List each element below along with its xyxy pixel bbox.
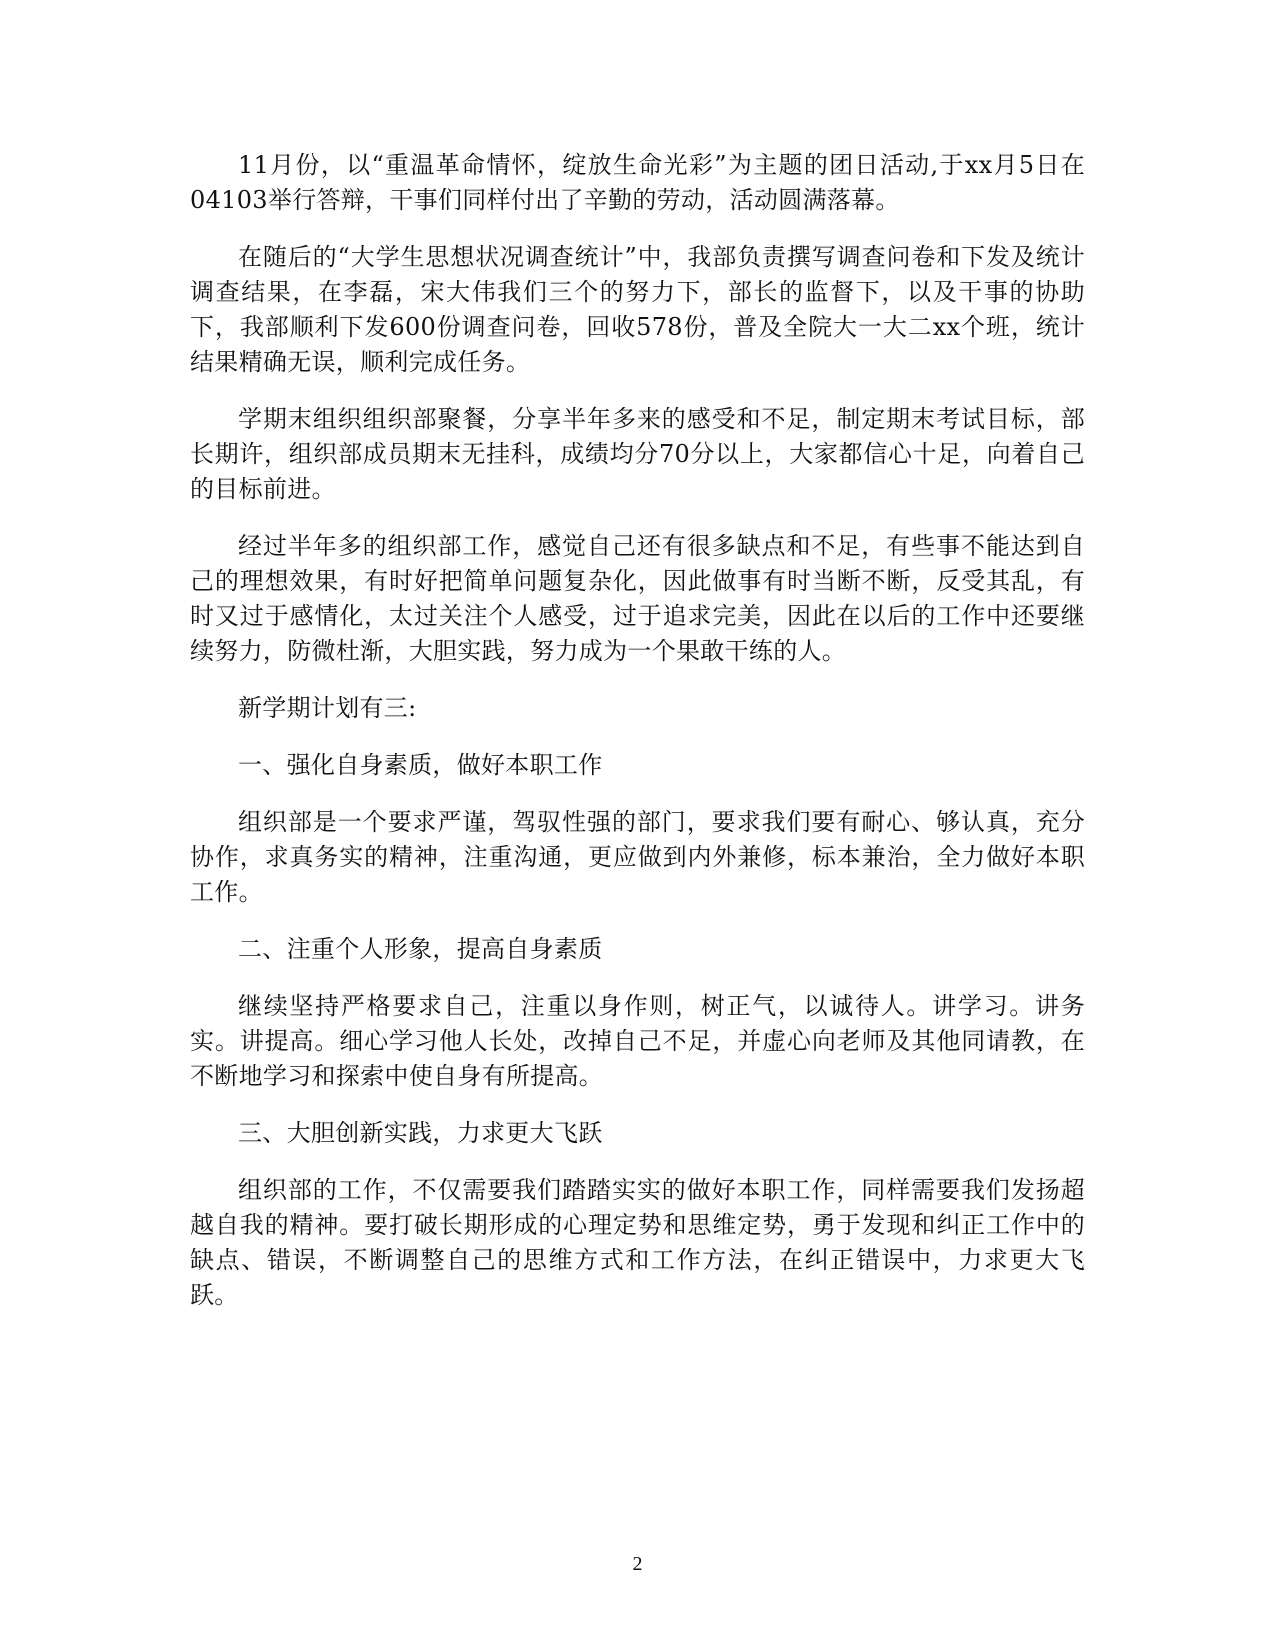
document-body [190, 148, 1085, 1335]
plan-item-3-heading: 三、大胆创新实践，力求更大飞跃 [238, 1119, 603, 1147]
plan-item-1-heading: 一、强化自身素质，做好本职工作 [238, 751, 603, 779]
plan-item-3-body: 组织部的工作，不仅需要我们踏踏实实的做好本职工作，同样需要我们发扬超越自我的精神。要打破长期形成的心理定势和思维定势，勇于发现和纠正工作中的缺点、错误，不断调整自己的思维方式和工作方法，在纠正错误中，力求更大飞跃。 [190, 1176, 1085, 1309]
paragraph-semester-dinner: 学期末组织组织部聚餐，分享半年多来的感受和不足，制定期末考试目标，部长期许，组织部成员期末无挂科，成绩均分70分以上，大家都信心十足，向着自己的目标前进。 [190, 405, 1085, 503]
plan-intro-heading: 新学期计划有三: [238, 694, 417, 722]
paragraph-activity-report: 11月份，以“重温革命情怀，绽放生命光彩”为主题的团日活动,于xx月5日在04103举行答辩，干事们同样付出了辛勤的劳动，活动圆满落幕。 [190, 151, 1085, 214]
paragraph-survey-report: 在随后的“大学生思想状况调查统计”中，我部负责撰写调查问卷和下发及统计调查结果，在李磊，宋大伟我们三个的努力下，部长的监督下，以及干事的协助下，我部顺利下发600份调查问卷，回收578份，普及全院大一大二xx个班，统计结果精确无误，顺利完成任务。 [190, 243, 1085, 376]
plan-item-2-body: 继续坚持严格要求自己，注重以身作则，树正气，以诚待人。讲学习。讲务实。讲提高。细心学习他人长处，改掉自己不足，并虚心向老师及其他同请教，在不断地学习和探索中使自身有所提高。 [190, 992, 1085, 1090]
page-number: 2 [632, 1553, 643, 1575]
plan-item-2-heading: 二、注重个人形象，提高自身素质 [238, 935, 603, 963]
plan-item-1-body: 组织部是一个要求严谨，驾驭性强的部门，要求我们要有耐心、够认真，充分协作，求真务实的精神，注重沟通，更应做到内外兼修，标本兼治，全力做好本职工作。 [190, 808, 1085, 906]
paragraph-self-reflection: 经过半年多的组织部工作，感觉自己还有很多缺点和不足，有些事不能达到自己的理想效果，有时好把简单问题复杂化，因此做事有时当断不断，反受其乱，有时又过于感情化，太过关注个人感受，过于追求完美，因此在以后的工作中还要继续努力，防微杜渐，大胆实践，努力成为一个果敢干练的人。 [190, 532, 1085, 665]
